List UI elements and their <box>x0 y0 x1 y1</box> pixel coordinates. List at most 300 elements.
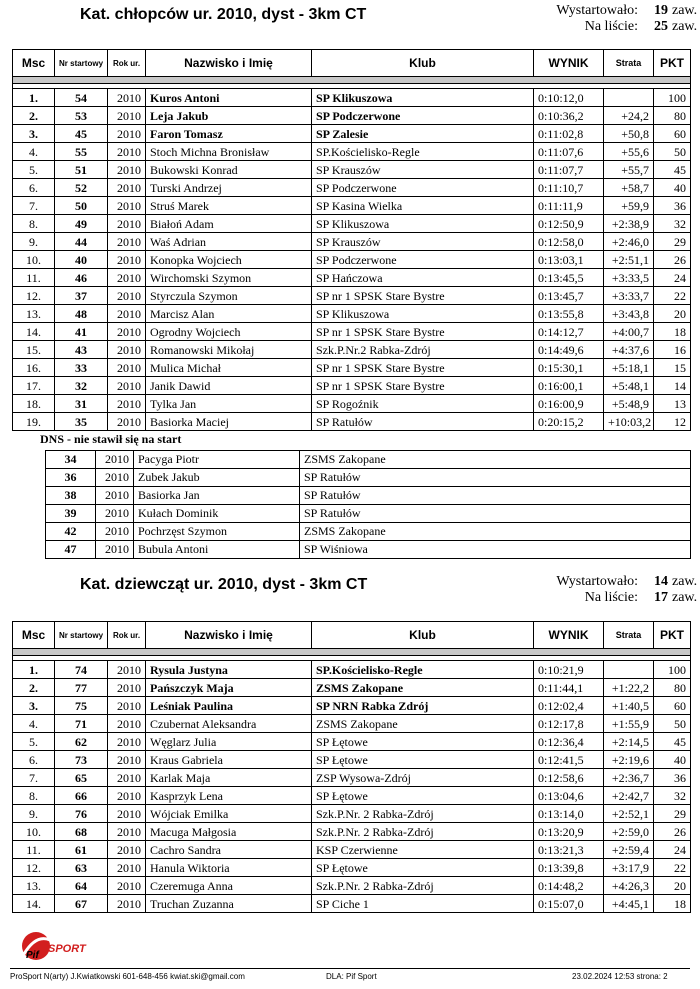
table-row <box>13 769 691 787</box>
cell-place: 2. <box>13 107 55 125</box>
cell-place: 4. <box>13 715 55 733</box>
cell-name: Karlak Maja <box>146 769 312 787</box>
table-row <box>13 661 691 679</box>
cell-year: 2010 <box>108 323 146 341</box>
cell-year: 2010 <box>108 769 146 787</box>
cell-bib: 53 <box>55 107 108 125</box>
cell-name: Pańszczyk Maja <box>146 679 312 697</box>
cell-place: 5. <box>13 733 55 751</box>
cell-place: 12. <box>13 859 55 877</box>
girls-listed: Na liście: 17 zaw. <box>584 590 698 605</box>
cell-club: Szk.P.Nr.2 Rabka-Zdrój <box>312 341 534 359</box>
cell-place: 19. <box>13 413 55 431</box>
header-nr: Nr startowy <box>55 50 108 77</box>
cell-points: 18 <box>654 323 691 341</box>
cell-club: ZSP Wysowa-Zdrój <box>312 769 534 787</box>
cell-points: 40 <box>654 179 691 197</box>
table-row <box>13 751 691 769</box>
cell-points: 13 <box>654 395 691 413</box>
cell-result: 0:11:11,9 <box>534 197 604 215</box>
cell-result: 0:15:30,1 <box>534 359 604 377</box>
cell-year: 2010 <box>108 413 146 431</box>
cell-year: 2010 <box>96 451 134 469</box>
cell-bib: 77 <box>55 679 108 697</box>
cell-name: Mulica Michał <box>146 359 312 377</box>
table-row <box>13 161 691 179</box>
cell-bib: 32 <box>55 377 108 395</box>
header-rok: Rok ur. <box>108 622 146 649</box>
cell-name: Pacyga Piotr <box>134 451 300 469</box>
cell-club: ZSMS Zakopane <box>300 451 691 469</box>
cell-place: 14. <box>13 323 55 341</box>
cell-place: 1. <box>13 661 55 679</box>
cell-place: 7. <box>13 769 55 787</box>
cell-bib: 75 <box>55 697 108 715</box>
cell-place: 8. <box>13 787 55 805</box>
cell-name: Leja Jakub <box>146 107 312 125</box>
header-pkt: PKT <box>654 50 691 77</box>
cell-year: 2010 <box>108 161 146 179</box>
cell-gap: +5:48,1 <box>604 377 654 395</box>
cell-club: SP Ratułów <box>300 469 691 487</box>
cell-gap: +2:52,1 <box>604 805 654 823</box>
cell-year: 2010 <box>108 179 146 197</box>
cell-year: 2010 <box>108 251 146 269</box>
cell-club: SP Łętowe <box>312 733 534 751</box>
cell-bib: 37 <box>55 287 108 305</box>
cell-club: SP.Kościelisko-Regle <box>312 143 534 161</box>
girls-category-title: Kat. dziewcząt ur. 2010, dyst - 3km CT <box>80 576 368 593</box>
cell-year: 2010 <box>96 487 134 505</box>
table-row <box>13 413 691 431</box>
cell-club: SP Podczerwone <box>312 251 534 269</box>
cell-year: 2010 <box>108 805 146 823</box>
cell-result: 0:16:00,1 <box>534 377 604 395</box>
cell-place: 18. <box>13 395 55 413</box>
cell-place: 3. <box>13 697 55 715</box>
cell-bib: 76 <box>55 805 108 823</box>
header-club: Klub <box>312 50 534 77</box>
cell-result: 0:20:15,2 <box>534 413 604 431</box>
cell-place: 6. <box>13 179 55 197</box>
cell-year: 2010 <box>108 787 146 805</box>
cell-name: Basiorka Jan <box>134 487 300 505</box>
table-row <box>13 323 691 341</box>
table-row <box>13 377 691 395</box>
header-name: Nazwisko i Imię <box>146 50 312 77</box>
cell-points: 26 <box>654 251 691 269</box>
cell-gap: +3:17,9 <box>604 859 654 877</box>
cell-gap: +58,7 <box>604 179 654 197</box>
cell-points: 100 <box>654 89 691 107</box>
cell-club: SP Ratułów <box>312 413 534 431</box>
table-row <box>13 125 691 143</box>
cell-result: 0:10:21,9 <box>534 661 604 679</box>
table-row <box>13 395 691 413</box>
cell-year: 2010 <box>108 89 146 107</box>
table-row <box>13 679 691 697</box>
cell-points: 32 <box>654 787 691 805</box>
table-row <box>13 895 691 913</box>
cell-club: SP nr 1 SPSK Stare Bystre <box>312 377 534 395</box>
cell-gap: +2:19,6 <box>604 751 654 769</box>
footer-divider <box>10 968 690 969</box>
cell-result: 0:11:07,6 <box>534 143 604 161</box>
cell-place: 7. <box>13 197 55 215</box>
cell-points: 50 <box>654 715 691 733</box>
table-row <box>13 359 691 377</box>
cell-bib: 44 <box>55 233 108 251</box>
cell-year: 2010 <box>108 733 146 751</box>
cell-points: 29 <box>654 233 691 251</box>
cell-points: 20 <box>654 877 691 895</box>
cell-year: 2010 <box>108 197 146 215</box>
cell-result: 0:12:41,5 <box>534 751 604 769</box>
cell-club: SP Klikuszowa <box>312 89 534 107</box>
cell-bib: 68 <box>55 823 108 841</box>
cell-bib: 33 <box>55 359 108 377</box>
cell-result: 0:10:12,0 <box>534 89 604 107</box>
cell-name: Leśniak Paulina <box>146 697 312 715</box>
list-item <box>46 541 691 559</box>
cell-name: Czeremuga Anna <box>146 877 312 895</box>
cell-name: Pochrzęst Szymon <box>134 523 300 541</box>
cell-gap: +4:26,3 <box>604 877 654 895</box>
cell-club: SP Hańczowa <box>312 269 534 287</box>
cell-gap: +1:22,2 <box>604 679 654 697</box>
cell-place: 12. <box>13 287 55 305</box>
cell-name: Kuros Antoni <box>146 89 312 107</box>
cell-bib: 73 <box>55 751 108 769</box>
cell-points: 22 <box>654 859 691 877</box>
cell-result: 0:13:45,5 <box>534 269 604 287</box>
cell-name: Janik Dawid <box>146 377 312 395</box>
cell-points: 24 <box>654 841 691 859</box>
cell-bib: 40 <box>55 251 108 269</box>
cell-gap: +5:48,9 <box>604 395 654 413</box>
cell-name: Kułach Dominik <box>134 505 300 523</box>
cell-bib: 45 <box>55 125 108 143</box>
cell-name: Hanula Wiktoria <box>146 859 312 877</box>
cell-points: 36 <box>654 197 691 215</box>
table-header-row <box>13 622 691 649</box>
cell-bib: 62 <box>55 733 108 751</box>
cell-year: 2010 <box>108 107 146 125</box>
cell-points: 60 <box>654 125 691 143</box>
header-nr: Nr startowy <box>55 622 108 649</box>
cell-club: SP Klikuszowa <box>312 215 534 233</box>
cell-name: Wójciak Emilka <box>146 805 312 823</box>
cell-gap: +4:37,6 <box>604 341 654 359</box>
cell-gap: +4:00,7 <box>604 323 654 341</box>
list-item <box>46 487 691 505</box>
cell-result: 0:11:07,7 <box>534 161 604 179</box>
table-row <box>13 287 691 305</box>
cell-result: 0:10:36,2 <box>534 107 604 125</box>
cell-name: Romanowski Mikołaj <box>146 341 312 359</box>
cell-gap: +55,6 <box>604 143 654 161</box>
cell-gap: +2:38,9 <box>604 215 654 233</box>
cell-result: 0:13:03,1 <box>534 251 604 269</box>
cell-result: 0:12:58,6 <box>534 769 604 787</box>
boys-results-table <box>12 49 691 431</box>
cell-gap: +2:59,0 <box>604 823 654 841</box>
cell-gap: +2:14,5 <box>604 733 654 751</box>
cell-bib: 61 <box>55 841 108 859</box>
cell-gap: +55,7 <box>604 161 654 179</box>
cell-bib: 42 <box>46 523 96 541</box>
cell-gap: +3:33,5 <box>604 269 654 287</box>
cell-place: 14. <box>13 895 55 913</box>
list-item <box>46 469 691 487</box>
cell-name: Faron Tomasz <box>146 125 312 143</box>
cell-name: Kasprzyk Lena <box>146 787 312 805</box>
cell-bib: 35 <box>55 413 108 431</box>
cell-club: SP NRN Rabka Zdrój <box>312 697 534 715</box>
cell-club: SP Klikuszowa <box>312 305 534 323</box>
cell-result: 0:13:39,8 <box>534 859 604 877</box>
cell-year: 2010 <box>108 877 146 895</box>
cell-bib: 65 <box>55 769 108 787</box>
cell-year: 2010 <box>96 541 134 559</box>
svg-text:Pif: Pif <box>26 950 39 961</box>
cell-place: 3. <box>13 125 55 143</box>
cell-name: Truchan Zuzanna <box>146 895 312 913</box>
cell-club: SP Podczerwone <box>312 107 534 125</box>
cell-name: Konopka Wojciech <box>146 251 312 269</box>
cell-place: 10. <box>13 823 55 841</box>
cell-place: 15. <box>13 341 55 359</box>
girls-started: Wystartowało: 14 zaw. <box>556 574 698 589</box>
header-wynik: WYNIK <box>534 50 604 77</box>
cell-club: ZSMS Zakopane <box>312 679 534 697</box>
cell-points: 20 <box>654 305 691 323</box>
cell-gap: +2:51,1 <box>604 251 654 269</box>
cell-points: 26 <box>654 823 691 841</box>
cell-place: 8. <box>13 215 55 233</box>
cell-year: 2010 <box>108 679 146 697</box>
cell-name: Tylka Jan <box>146 395 312 413</box>
cell-club: SP Krauszów <box>312 161 534 179</box>
table-row <box>13 841 691 859</box>
table-header-row <box>13 50 691 77</box>
cell-name: Basiorka Maciej <box>146 413 312 431</box>
cell-place: 1. <box>13 89 55 107</box>
cell-year: 2010 <box>108 715 146 733</box>
cell-result: 0:13:14,0 <box>534 805 604 823</box>
cell-result: 0:12:58,0 <box>534 233 604 251</box>
cell-name: Rysula Justyna <box>146 661 312 679</box>
cell-gap: +3:33,7 <box>604 287 654 305</box>
cell-points: 16 <box>654 341 691 359</box>
cell-year: 2010 <box>108 341 146 359</box>
dns-title: DNS - nie stawił się na start <box>40 432 182 446</box>
cell-bib: 67 <box>55 895 108 913</box>
cell-year: 2010 <box>108 287 146 305</box>
cell-points: 80 <box>654 679 691 697</box>
cell-place: 4. <box>13 143 55 161</box>
cell-gap: +10:03,2 <box>604 413 654 431</box>
cell-bib: 74 <box>55 661 108 679</box>
cell-year: 2010 <box>108 395 146 413</box>
cell-gap: +59,9 <box>604 197 654 215</box>
cell-club: ZSMS Zakopane <box>312 715 534 733</box>
cell-place: 16. <box>13 359 55 377</box>
cell-bib: 55 <box>55 143 108 161</box>
cell-year: 2010 <box>108 125 146 143</box>
cell-place: 9. <box>13 805 55 823</box>
cell-club: SP Krauszów <box>312 233 534 251</box>
cell-club: KSP Czerwienne <box>312 841 534 859</box>
table-row <box>13 715 691 733</box>
cell-points: 45 <box>654 733 691 751</box>
cell-year: 2010 <box>108 269 146 287</box>
cell-year: 2010 <box>108 841 146 859</box>
cell-points: 40 <box>654 751 691 769</box>
cell-bib: 38 <box>46 487 96 505</box>
cell-bib: 31 <box>55 395 108 413</box>
cell-points: 14 <box>654 377 691 395</box>
header-wynik: WYNIK <box>534 622 604 649</box>
cell-year: 2010 <box>108 661 146 679</box>
cell-result: 0:11:44,1 <box>534 679 604 697</box>
cell-points: 60 <box>654 697 691 715</box>
cell-bib: 48 <box>55 305 108 323</box>
cell-place: 11. <box>13 269 55 287</box>
cell-result: 0:11:10,7 <box>534 179 604 197</box>
table-row <box>13 805 691 823</box>
cell-bib: 43 <box>55 341 108 359</box>
list-item <box>46 505 691 523</box>
cell-gap <box>604 661 654 679</box>
cell-club: SP Łętowe <box>312 751 534 769</box>
table-row <box>13 877 691 895</box>
cell-club: SP nr 1 SPSK Stare Bystre <box>312 323 534 341</box>
cell-name: Marcisz Alan <box>146 305 312 323</box>
cell-bib: 36 <box>46 469 96 487</box>
cell-name: Białoń Adam <box>146 215 312 233</box>
cell-club: SP Podczerwone <box>312 179 534 197</box>
footer-right: 23.02.2024 12:53 strona: 2 <box>572 972 668 981</box>
cell-year: 2010 <box>108 359 146 377</box>
table-row <box>13 179 691 197</box>
cell-name: Czubernat Aleksandra <box>146 715 312 733</box>
cell-place: 13. <box>13 305 55 323</box>
cell-place: 9. <box>13 233 55 251</box>
cell-year: 2010 <box>96 523 134 541</box>
cell-gap <box>604 89 654 107</box>
cell-points: 18 <box>654 895 691 913</box>
cell-bib: 34 <box>46 451 96 469</box>
cell-bib: 49 <box>55 215 108 233</box>
cell-result: 0:13:20,9 <box>534 823 604 841</box>
cell-points: 32 <box>654 215 691 233</box>
cell-points: 22 <box>654 287 691 305</box>
cell-result: 0:13:45,7 <box>534 287 604 305</box>
table-row <box>13 341 691 359</box>
table-row <box>13 107 691 125</box>
table-row <box>13 823 691 841</box>
table-row <box>13 233 691 251</box>
cell-result: 0:14:49,6 <box>534 341 604 359</box>
cell-name: Struś Marek <box>146 197 312 215</box>
cell-year: 2010 <box>108 143 146 161</box>
cell-bib: 54 <box>55 89 108 107</box>
table-row <box>13 305 691 323</box>
cell-place: 17. <box>13 377 55 395</box>
cell-gap: +50,8 <box>604 125 654 143</box>
cell-year: 2010 <box>108 751 146 769</box>
table-row <box>13 251 691 269</box>
cell-club: Szk.P.Nr. 2 Rabka-Zdrój <box>312 877 534 895</box>
pif-sport-logo-icon <box>14 928 94 964</box>
cell-place: 10. <box>13 251 55 269</box>
table-row <box>13 697 691 715</box>
cell-name: Ogrodny Wojciech <box>146 323 312 341</box>
header-msc: Msc <box>13 622 55 649</box>
cell-club: SP Łętowe <box>312 859 534 877</box>
cell-name: Cachro Sandra <box>146 841 312 859</box>
cell-club: ZSMS Zakopane <box>300 523 691 541</box>
cell-bib: 52 <box>55 179 108 197</box>
header-strata: Strata <box>604 622 654 649</box>
cell-place: 13. <box>13 877 55 895</box>
table-row <box>13 269 691 287</box>
cell-name: Macuga Małgosia <box>146 823 312 841</box>
cell-club: SP Łętowe <box>312 787 534 805</box>
cell-result: 0:12:02,4 <box>534 697 604 715</box>
cell-club: SP Rogoźnik <box>312 395 534 413</box>
cell-year: 2010 <box>108 895 146 913</box>
cell-gap: +2:36,7 <box>604 769 654 787</box>
svg-text:SPORT: SPORT <box>48 943 86 955</box>
girls-results-table <box>12 621 691 913</box>
cell-points: 12 <box>654 413 691 431</box>
cell-result: 0:13:21,3 <box>534 841 604 859</box>
cell-place: 6. <box>13 751 55 769</box>
cell-bib: 39 <box>46 505 96 523</box>
cell-name: Turski Andrzej <box>146 179 312 197</box>
cell-year: 2010 <box>108 233 146 251</box>
cell-place: 11. <box>13 841 55 859</box>
header-club: Klub <box>312 622 534 649</box>
cell-gap: +4:45,1 <box>604 895 654 913</box>
list-item <box>46 523 691 541</box>
table-row <box>13 197 691 215</box>
cell-points: 45 <box>654 161 691 179</box>
cell-name: Zubek Jakub <box>134 469 300 487</box>
cell-bib: 51 <box>55 161 108 179</box>
cell-year: 2010 <box>108 859 146 877</box>
table-row <box>13 733 691 751</box>
cell-club: SP Ratułów <box>300 505 691 523</box>
cell-points: 36 <box>654 769 691 787</box>
cell-points: 29 <box>654 805 691 823</box>
cell-bib: 64 <box>55 877 108 895</box>
cell-name: Kraus Gabriela <box>146 751 312 769</box>
cell-name: Waś Adrian <box>146 233 312 251</box>
cell-club: SP Ratułów <box>300 487 691 505</box>
cell-result: 0:12:50,9 <box>534 215 604 233</box>
cell-gap: +2:46,0 <box>604 233 654 251</box>
cell-club: SP Wiśniowa <box>300 541 691 559</box>
cell-year: 2010 <box>108 215 146 233</box>
cell-club: SP nr 1 SPSK Stare Bystre <box>312 287 534 305</box>
cell-club: Szk.P.Nr. 2 Rabka-Zdrój <box>312 823 534 841</box>
cell-name: Bukowski Konrad <box>146 161 312 179</box>
cell-year: 2010 <box>96 505 134 523</box>
cell-result: 0:13:55,8 <box>534 305 604 323</box>
